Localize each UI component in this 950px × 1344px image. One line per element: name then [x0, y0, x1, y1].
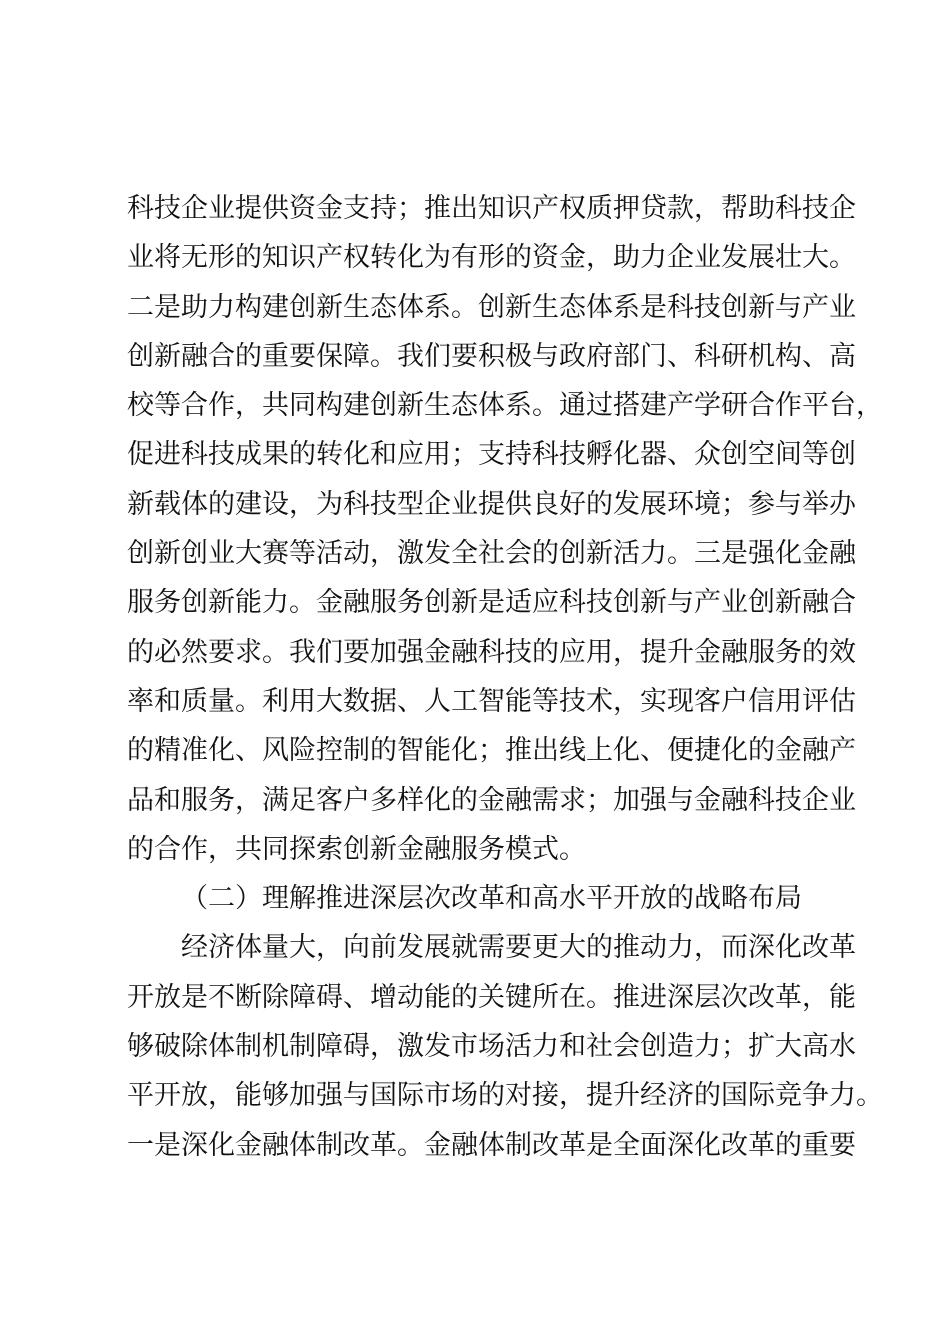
- text-line: 创新融合的重要保障。我们要积极与政府部门、科研机构、高: [127, 340, 856, 372]
- text-line: 品和服务，满足客户多样化的金融需求；加强与金融科技企业: [127, 784, 856, 816]
- text-line: 二是助力构建创新生态体系。创新生态体系是科技创新与产业: [127, 291, 856, 323]
- text-line: 科技企业提供资金支持；推出知识产权质押贷款，帮助科技企: [127, 193, 856, 224]
- text-line: 新载体的建设，为科技型企业提供良好的发展环境；参与举办: [127, 488, 856, 520]
- text-line: 业将无形的知识产权转化为有形的资金，助力企业发展壮大。: [127, 242, 856, 274]
- text-line: 的合作，共同探索创新金融服务模式。: [127, 833, 586, 865]
- text-line: 率和质量。利用大数据、人工智能等技术，实现客户信用评估: [127, 685, 856, 717]
- text-line: 促进科技成果的转化和应用；支持科技孵化器、众创空间等创: [127, 439, 856, 471]
- text-line: 的精准化、风险控制的智能化；推出线上化、便捷化的金融产: [127, 735, 856, 767]
- text-line: 的必然要求。我们要加强金融科技的应用，提升金融服务的效: [127, 636, 856, 668]
- text-line: 校等合作，共同构建创新生态体系。通过搭建产学研合作平台，: [127, 390, 883, 422]
- body-text: [127, 184, 883, 1170]
- text-line: 开放是不断除障碍、增动能的关键所在。推进深层次改革，能: [127, 981, 856, 1013]
- text-line: 够破除体制机制障碍，激发市场活力和社会创造力；扩大高水: [127, 1031, 856, 1063]
- text-line: 平开放，能够加强与国际市场的对接，提升经济的国际竞争力。: [127, 1080, 883, 1112]
- paragraph-first-line: 经济体量大，向前发展就需要更大的推动力，而深化改革: [181, 932, 856, 964]
- text-line: 一是深化金融体制改革。金融体制改革是全面深化改革的重要: [127, 1129, 856, 1161]
- text-line: 服务创新能力。金融服务创新是适应科技创新与产业创新融合: [127, 587, 856, 619]
- text-line: 创新创业大赛等活动，激发全社会的创新活力。三是强化金融: [127, 538, 856, 570]
- section-heading: （二）理解推进深层次改革和高水平开放的战略布局: [181, 883, 802, 915]
